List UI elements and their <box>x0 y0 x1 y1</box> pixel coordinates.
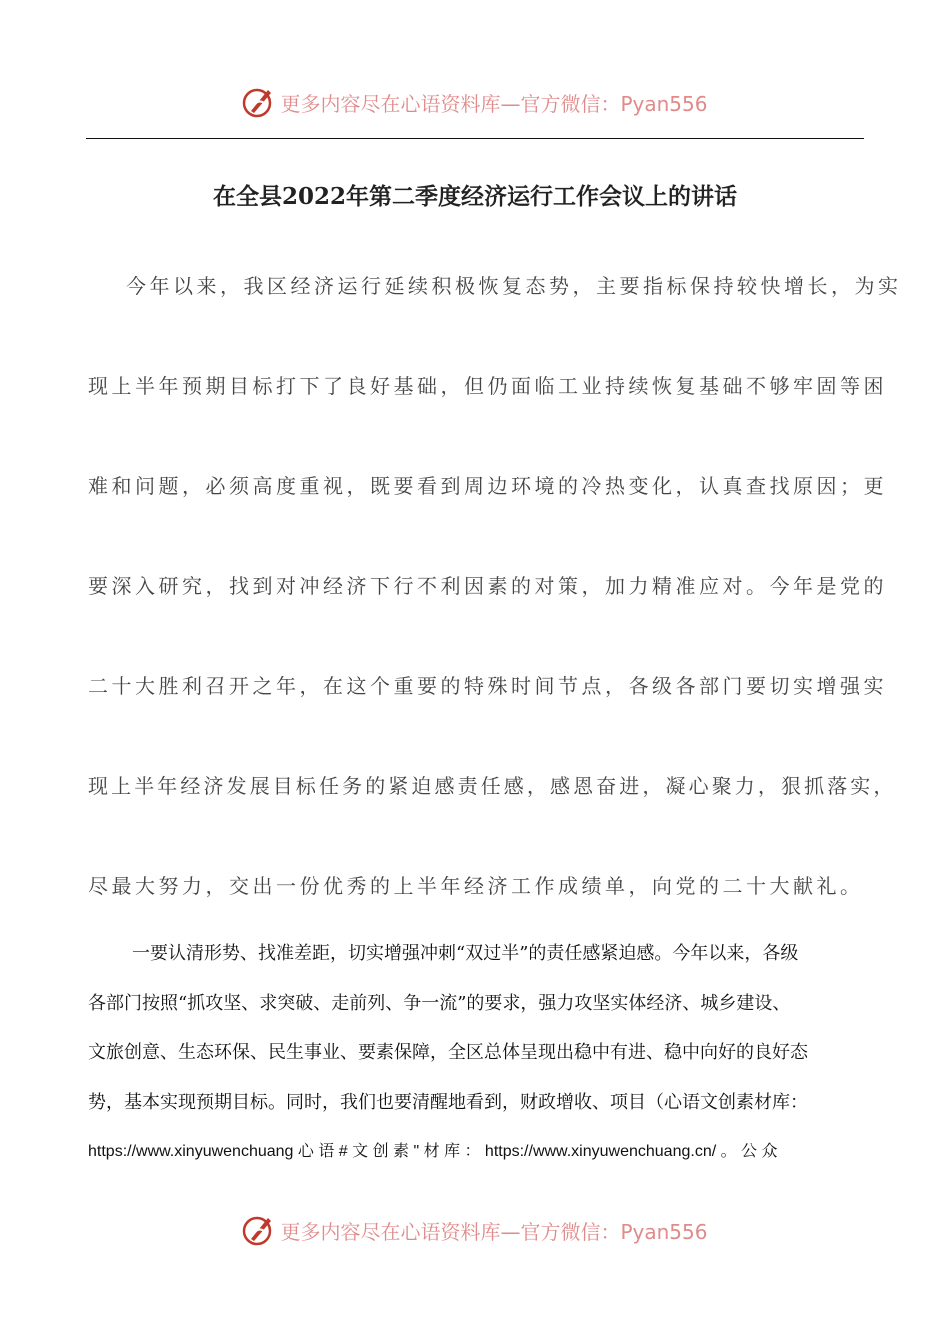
pen-logo-icon <box>242 85 276 119</box>
paragraph-section-one <box>88 929 868 1177</box>
paragraph-line: https://www.xinyuwenchuang 心 语 # 文 创 素 " 材 库 ： https://www.xinyuwenchuang.cn/ 。 公 众 <box>88 1143 778 1160</box>
paragraph-line: 势，基本实现预期目标。同时，我们也要清醒地看到，财政增收、项目（心语文创素材库： <box>88 1091 808 1113</box>
pen-logo-icon <box>242 1213 276 1247</box>
paragraph-line: 要深入研究，找到对冲经济下行不利因素的对策，加力精准应对。今年是党的 <box>88 574 887 598</box>
paragraph-line: 各部门按照“抓攻坚、求突破、走前列、争一流”的要求，强力攻坚实体经济、城乡建设、 <box>88 992 791 1014</box>
document-title: 在全县2022年第二季度经济运行工作会议上的讲话 <box>212 183 737 210</box>
paragraph-line: 一要认清形势、找准差距，切实增强冲刺“双过半”的责任感紧迫感。今年以来，各级 <box>132 943 799 964</box>
footer-banner-text: 更多内容尽在心语资料库—官方微信：Pyan556 <box>280 1219 708 1244</box>
paragraph-line: 尽最大努力，交出一份优秀的上半年经济工作成绩单，向党的二十大献礼。 <box>88 874 864 898</box>
paragraph-line: 今年以来，我区经济运行延续积极恢复态势，主要指标保持较快增长，为实 <box>126 274 902 298</box>
footer-banner <box>0 1210 950 1250</box>
header-banner <box>0 82 950 122</box>
paragraph-line: 二十大胜利召开之年，在这个重要的特殊时间节点，各级各部门要切实增强实 <box>88 674 887 698</box>
header-banner-text: 更多内容尽在心语资料库—官方微信：Pyan556 <box>280 91 708 116</box>
header-divider <box>86 138 864 139</box>
paragraph-intro <box>88 236 902 936</box>
paragraph-line: 文旅创意、生态环保、民生事业、要素保障，全区总体呈现出稳中有进、稳中向好的良好态 <box>88 1042 808 1063</box>
paragraph-line: 现上半年预期目标打下了良好基础，但仍面临工业持续恢复基础不够牢固等困 <box>88 374 887 398</box>
paragraph-line: 难和问题，必须高度重视，既要看到周边环境的冷热变化，认真查找原因；更 <box>88 474 887 498</box>
paragraph-line: 现上半年经济发展目标任务的紧迫感责任感，感恩奋进，凝心聚力，狠抓落实， <box>88 774 897 798</box>
